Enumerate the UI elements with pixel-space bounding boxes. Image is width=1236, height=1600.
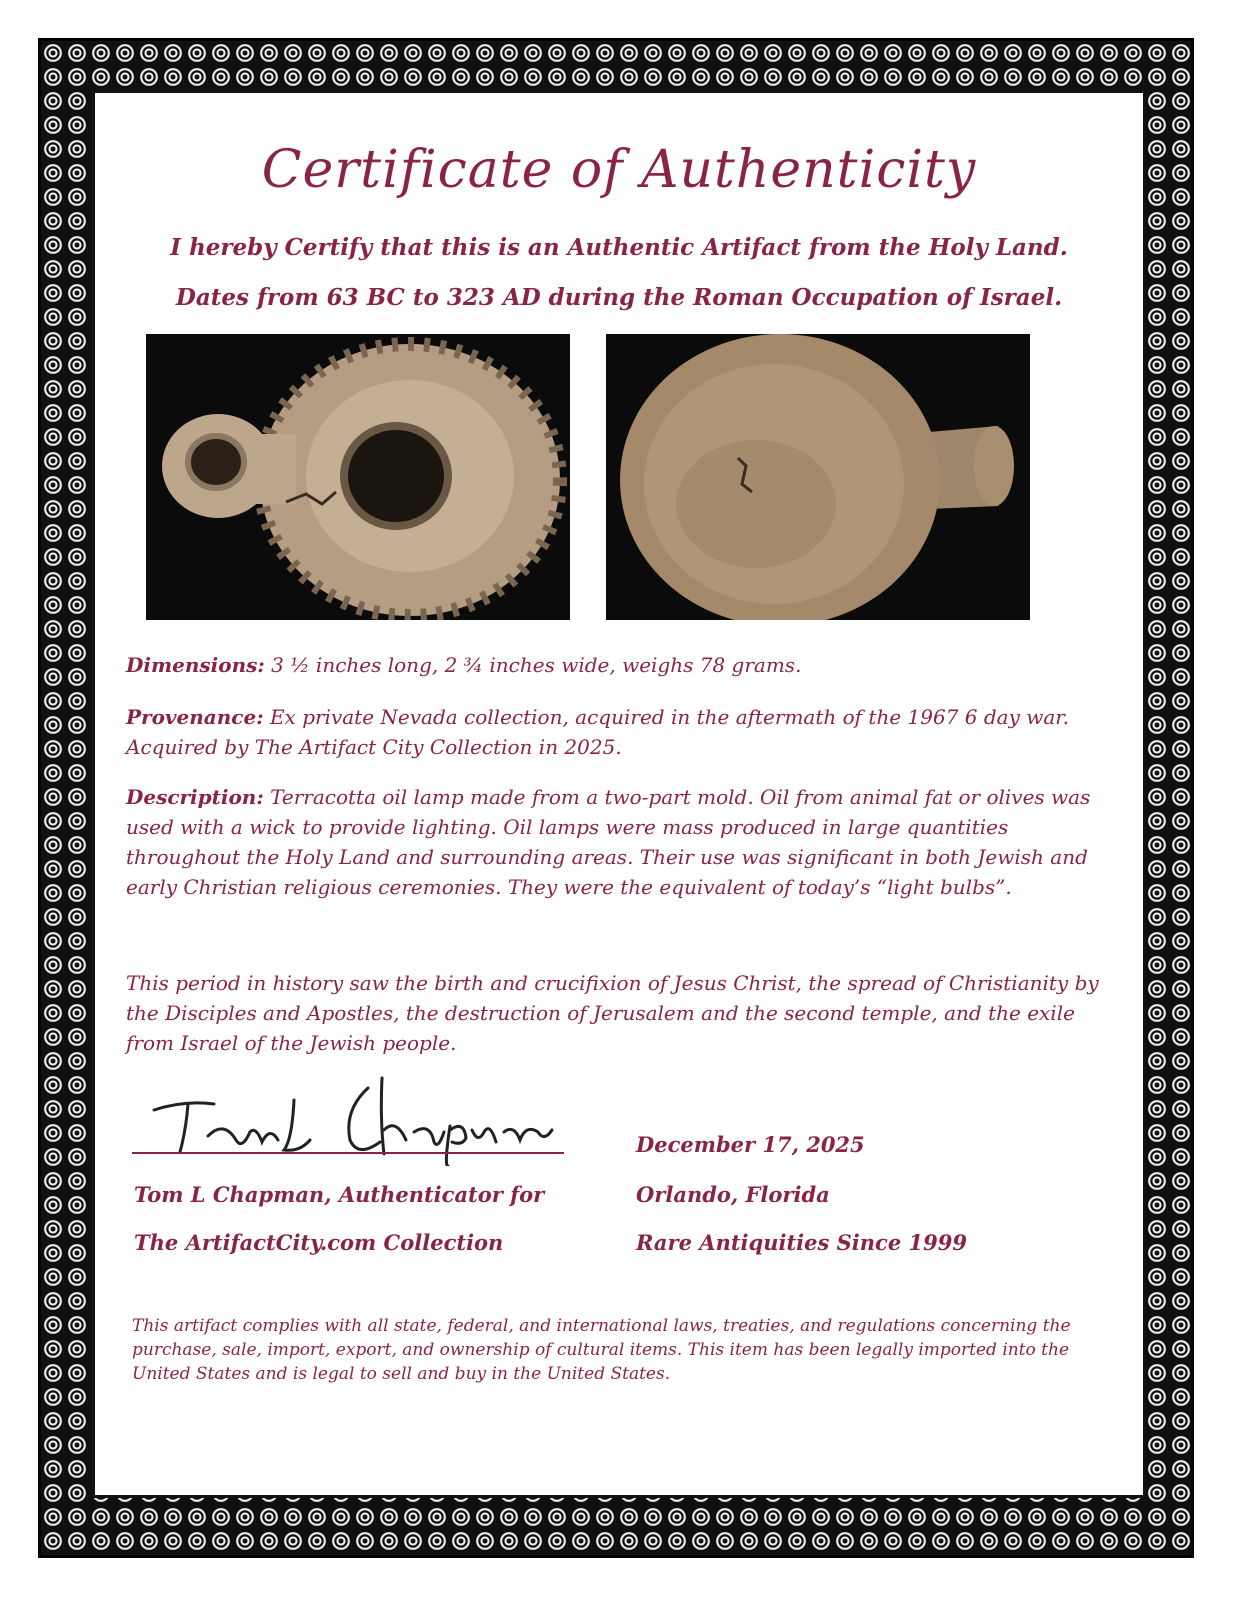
signature-line: [132, 1152, 564, 1154]
signer-name: Tom L Chapman, Authenticator for: [134, 1182, 545, 1207]
history-paragraph: This period in history saw the birth and crucifixion of Jesus Christ, the spread of Christianity by the Disciples and Apostles, the destruction of Jerusalem and the second temple, and the exile from Israel of the Jewish people.: [126, 971, 1099, 1055]
certificate-title: Certificate of Authenticity: [261, 140, 977, 200]
description-paragraph: [126, 782, 1116, 902]
provenance-paragraph: [126, 702, 1116, 762]
certification-statement: I hereby Certify that this is an Authentic Artifact from the Holy Land.: [170, 234, 1068, 261]
legal-compliance-notice: This artifact complies with all state, federal, and international laws, treaties, and regulations concerning the purchase, sale, import, export, and ownership of cultural items. This item has been legally imported into the United States and is legal to sell and buy in the United States.: [132, 1316, 1071, 1384]
description-label: Description:: [126, 785, 264, 809]
dimensions-paragraph: [126, 650, 1116, 680]
dimensions-text: 3 ½ inches long, 2 ¾ inches wide, weighs 78 grams.: [264, 653, 802, 677]
description-text: Terracotta oil lamp made from a two-part mold. Oil from animal fat or olives was used with a wick to provide lighting. Oil lamps were mass produced in large quantities throughout the Holy Land and surrounding areas. Their use was significant in both Jewish and early Christian religious ceremonies. They were the equivalent of today’s “light bulbs”.: [126, 785, 1091, 899]
date-range-statement: Dates from 63 BC to 323 AD during the Roman Occupation of Israel.: [175, 284, 1063, 311]
signer-organization: The ArtifactCity.com Collection: [134, 1230, 504, 1255]
company-tagline: Rare Antiquities Since 1999: [636, 1230, 967, 1255]
provenance-text: Ex private Nevada collection, acquired in the aftermath of the 1967 6 day war. Acquired by The Artifact City Collection in 2025.: [126, 705, 1070, 759]
oil-lamp-top-image: [146, 334, 570, 620]
certificate-content: [104, 102, 1134, 1486]
certificate-location: Orlando, Florida: [636, 1182, 830, 1207]
oil-lamp-bottom-image: [606, 334, 1030, 620]
dimensions-label: Dimensions:: [126, 653, 265, 677]
artifact-photo-top-view: [146, 334, 570, 620]
provenance-label: Provenance:: [126, 705, 264, 729]
artifact-photo-bottom-view: [606, 334, 1030, 620]
certificate-date: December 17, 2025: [636, 1132, 865, 1157]
